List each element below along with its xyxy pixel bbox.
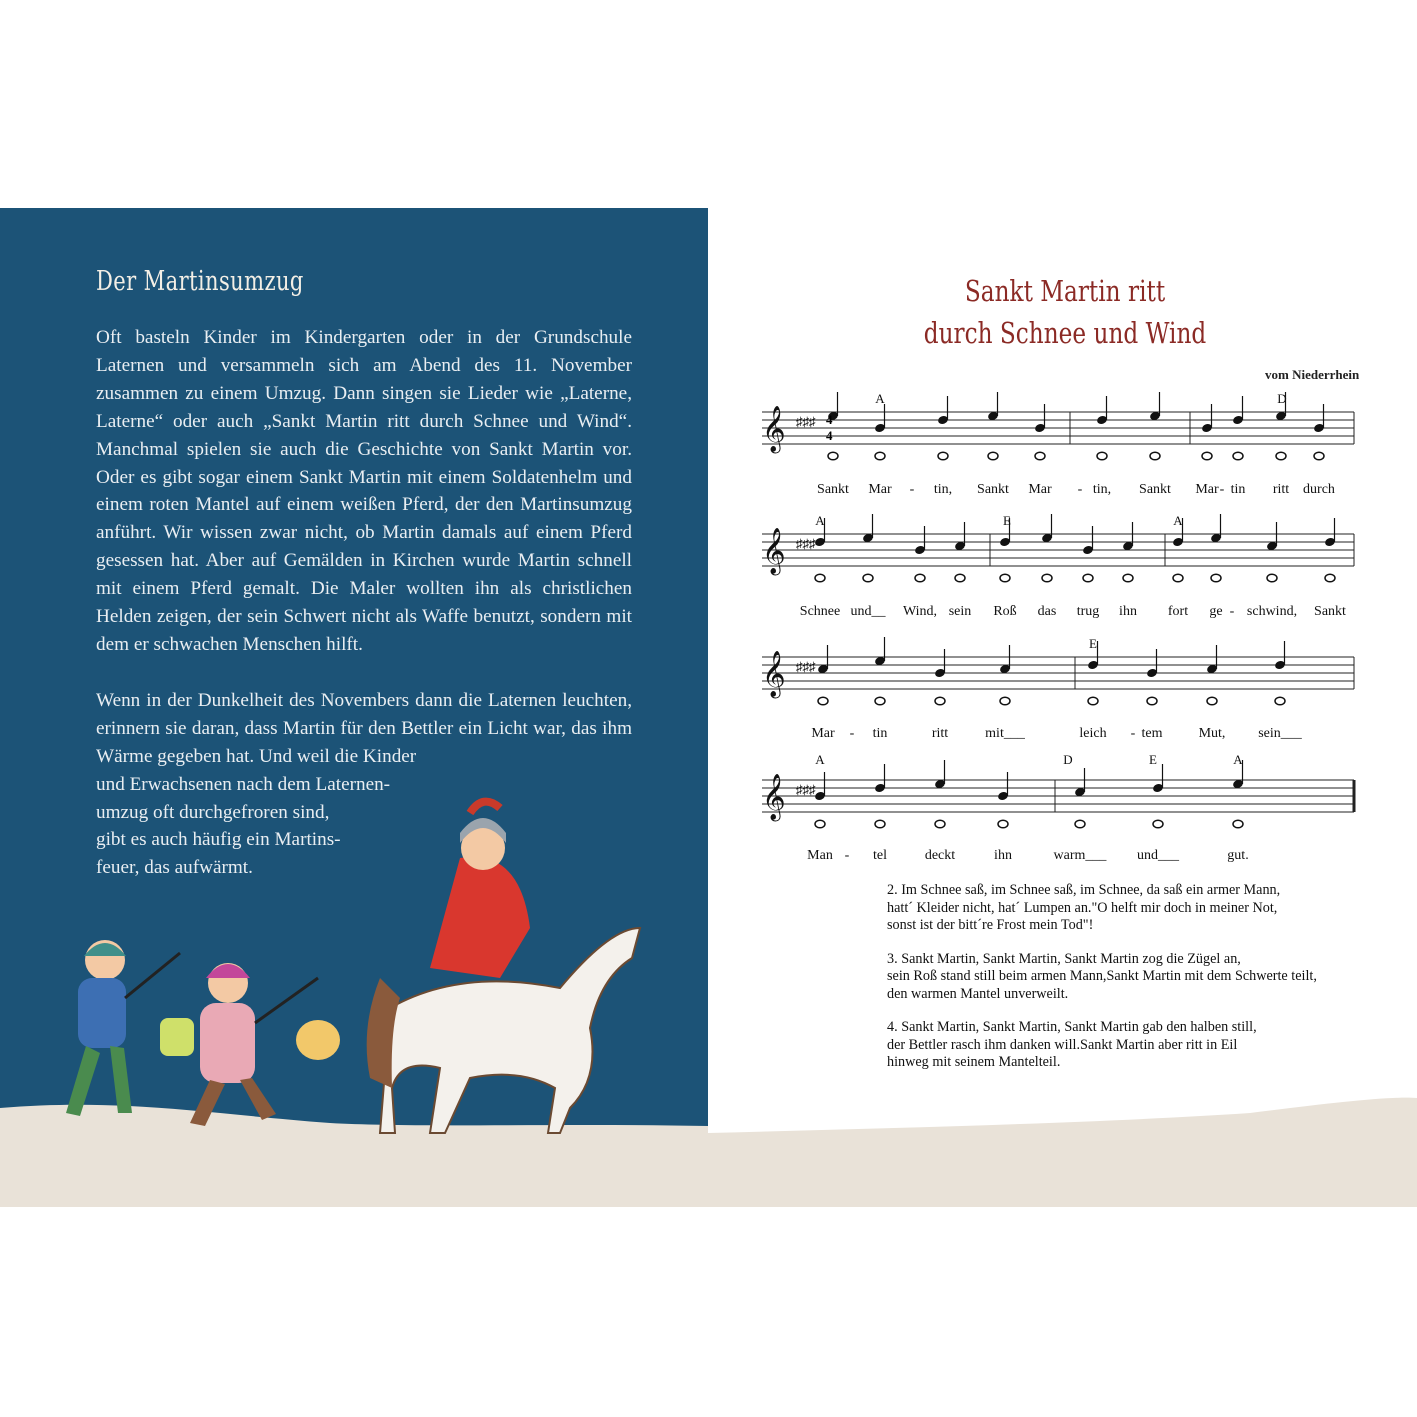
lyric-syllable: Roß bbox=[993, 604, 1017, 619]
lyric-syllable: mit___ bbox=[985, 726, 1025, 741]
bass-note-head bbox=[1207, 697, 1217, 705]
bass-note-head bbox=[1088, 697, 1098, 705]
lyric-syllable: tin, bbox=[933, 482, 953, 497]
lyric-syllable: - bbox=[1130, 726, 1136, 741]
lyric-syllable: gut. bbox=[1227, 848, 1249, 863]
lyric-syllable: fort bbox=[1167, 604, 1189, 619]
lyric-syllable: ihn bbox=[1119, 604, 1137, 619]
lyric-syllable: - bbox=[1077, 482, 1083, 497]
bass-note-head bbox=[1276, 452, 1286, 460]
chord-symbol: A bbox=[1233, 752, 1243, 767]
lyric-syllable: Sankt bbox=[1314, 604, 1346, 619]
chord-symbol: A bbox=[815, 513, 825, 528]
chord-symbol: E bbox=[1149, 752, 1157, 767]
verse-4: 4. Sankt Martin, Sankt Martin, Sankt Martin gab den halben still, der Bettler rasch ihm danken will.Sankt Martin aber ritt in Eil hinweg mit seinem Mantelteil. bbox=[887, 1019, 1257, 1070]
lyric-syllable: Mar bbox=[1028, 482, 1052, 497]
chord-symbol: A bbox=[815, 752, 825, 767]
lyric-syllable: tin bbox=[1230, 482, 1246, 497]
song-verses bbox=[887, 882, 1317, 1088]
bass-note-head bbox=[875, 452, 885, 460]
key-signature: ♯♯♯ bbox=[796, 659, 816, 674]
bass-note-head bbox=[828, 452, 838, 460]
lyric-syllable: schwind, bbox=[1246, 604, 1298, 619]
lyric-syllable: und___ bbox=[1137, 848, 1179, 863]
bass-note-head bbox=[1083, 574, 1093, 582]
lyric-syllable: warm___ bbox=[1053, 848, 1107, 863]
song-title-line-1: Sankt Martin ritt bbox=[964, 274, 1166, 308]
bass-note-head bbox=[955, 574, 965, 582]
lyric-syllable: Mar bbox=[811, 726, 835, 741]
chord-symbol: E bbox=[1089, 636, 1097, 651]
bass-note-head bbox=[1233, 820, 1243, 828]
bass-note-head bbox=[875, 697, 885, 705]
lyric-syllable: sein___ bbox=[1258, 726, 1302, 741]
bass-note-head bbox=[1000, 574, 1010, 582]
bass-note-head bbox=[1000, 697, 1010, 705]
lyric-syllable: ihn bbox=[994, 848, 1012, 863]
key-signature: ♯♯♯ bbox=[796, 782, 816, 797]
lyric-syllable: Schnee bbox=[799, 604, 841, 619]
chord-symbol: D bbox=[1063, 752, 1073, 767]
bass-note-head bbox=[1275, 697, 1285, 705]
lyric-syllable: tin bbox=[872, 726, 888, 741]
bass-note-head bbox=[1153, 820, 1163, 828]
bass-note-head bbox=[815, 574, 825, 582]
song-origin: vom Niederrhein bbox=[1265, 367, 1360, 382]
lyric-syllable: das bbox=[1037, 604, 1057, 619]
bass-note-head bbox=[1035, 452, 1045, 460]
bass-note-head bbox=[1202, 452, 1212, 460]
bass-note-head bbox=[1267, 574, 1277, 582]
lyric-syllable: ge bbox=[1209, 604, 1223, 619]
treble-clef: 𝄞 bbox=[762, 528, 786, 573]
treble-clef: 𝄞 bbox=[762, 406, 786, 451]
lyric-syllable: - bbox=[1219, 482, 1225, 497]
lyric-syllable: ritt bbox=[1272, 482, 1290, 497]
lyric-syllable: - bbox=[849, 726, 855, 741]
bass-note-head bbox=[815, 820, 825, 828]
treble-clef: 𝄞 bbox=[762, 651, 786, 696]
lyric-syllable: - bbox=[1229, 604, 1235, 619]
chord-symbol: D bbox=[1277, 391, 1287, 406]
bass-note-head bbox=[1314, 452, 1324, 460]
bass-note-head bbox=[1233, 452, 1243, 460]
lyric-syllable: durch bbox=[1303, 482, 1335, 497]
chord-symbol: A bbox=[1173, 513, 1183, 528]
lyric-syllable: tem bbox=[1141, 726, 1163, 741]
paragraph-3: und Erwachsenen nach dem Laternen- umzug oft durchgefroren sind, gibt es auch häufig ein Martins- feuer, das aufwärmt. bbox=[96, 773, 391, 879]
treble-clef: 𝄞 bbox=[762, 774, 786, 819]
lyric-syllable: leich bbox=[1079, 726, 1107, 741]
verse-3: 3. Sankt Martin, Sankt Martin, Sankt Martin zog die Zügel an, sein Roß stand still beim armen Mann,Sankt Martin mit dem Schwerte teilt, den warmen Mantel unverweilt. bbox=[887, 950, 1317, 1002]
time-signature-top: 4 bbox=[826, 412, 833, 427]
paragraph-2: Wenn in der Dunkelheit des Novembers dann die Laternen leuchten, erinnern sie daran, dass Martin für den Bettler ein Licht war, das ihm Wärme gegeben hat. Und weil die Kinder bbox=[96, 689, 632, 767]
key-signature: ♯♯♯ bbox=[796, 536, 816, 551]
chord-symbol: E bbox=[1003, 513, 1011, 528]
time-signature-bottom: 4 bbox=[826, 428, 833, 443]
book-spread bbox=[0, 208, 1417, 1207]
lyric-syllable: Sankt bbox=[817, 482, 849, 497]
bass-note-head bbox=[1173, 574, 1183, 582]
bass-note-head bbox=[1042, 574, 1052, 582]
bass-note-head bbox=[1325, 574, 1335, 582]
bass-note-head bbox=[935, 820, 945, 828]
lyric-syllable: Sankt bbox=[977, 482, 1009, 497]
lyric-syllable: tel bbox=[873, 848, 887, 863]
lyric-syllable: - bbox=[844, 848, 850, 863]
song-title-line-2: durch Schnee und Wind bbox=[923, 316, 1207, 350]
bass-note-head bbox=[938, 452, 948, 460]
lyric-syllable: trug bbox=[1076, 604, 1100, 619]
bass-note-head bbox=[1150, 452, 1160, 460]
bass-note-head bbox=[915, 574, 925, 582]
lyric-syllable: Sankt bbox=[1139, 482, 1171, 497]
bass-note-head bbox=[1123, 574, 1133, 582]
bass-note-head bbox=[875, 820, 885, 828]
lyric-syllable: und__ bbox=[850, 604, 886, 619]
bass-note-head bbox=[1097, 452, 1107, 460]
lyric-syllable: Man bbox=[807, 848, 833, 863]
bass-note-head bbox=[818, 697, 828, 705]
bass-note-head bbox=[998, 820, 1008, 828]
page-title: Der Martinsumzug bbox=[96, 266, 304, 297]
verse-2: 2. Im Schnee saß, im Schnee saß, im Schnee, da saß ein armer Mann, hatt´ Kleider nicht, hat´ Lumpen an."O helft mir doch in meiner Not, sonst ist der bitt´re Frost mein Tod"! bbox=[887, 882, 1281, 933]
lyric-syllable: Mut, bbox=[1198, 726, 1226, 741]
bass-note-head bbox=[1211, 574, 1221, 582]
bass-note-head bbox=[935, 697, 945, 705]
lyric-syllable: tin, bbox=[1092, 482, 1112, 497]
key-signature: ♯♯♯ bbox=[796, 414, 816, 429]
bass-note-head bbox=[863, 574, 873, 582]
lyric-syllable: Mar bbox=[868, 482, 892, 497]
bass-note-head bbox=[1147, 697, 1157, 705]
lyric-syllable: Wind, bbox=[902, 604, 938, 619]
paragraph-1: Oft basteln Kinder im Kindergarten oder in der Grundschule Laternen und versammeln sich am Abend des 11. November zusammen zu einem Umzug. Dann singen sie Lieder wie „Laterne, Laterne“ oder auch „Sankt Martin ritt durch Schnee und Wind“. Manchmal spielen sie auch die Geschichte von Sankt Martin vor. Oder es gibt sogar einem Sankt Martin mit einem Soldatenhelm und einem roten Mantel auf einem weißen Pferd, der den Martinsumzug anführt. Wir wissen zwar nicht, ob Martin damals auf einem Pferd gesessen hat. Aber auf Gemälden in Kirchen wurde Martin schnell mit einem Pferd gemalt. Die Maler wollten ihn als christlichen Helden zeigen, der sein Schwert nicht als Waffe benutzt, sondern mit dem er schwachen Menschen hilft. bbox=[96, 327, 632, 655]
lyric-syllable: sein bbox=[948, 604, 972, 619]
lyric-syllable: - bbox=[909, 482, 915, 497]
chord-symbol: A bbox=[875, 391, 885, 406]
lyric-syllable: deckt bbox=[924, 848, 956, 863]
bass-note-head bbox=[1075, 820, 1085, 828]
lyric-syllable: ritt bbox=[931, 726, 949, 741]
lyric-syllable: Mar bbox=[1195, 482, 1219, 497]
bass-note-head bbox=[988, 452, 998, 460]
